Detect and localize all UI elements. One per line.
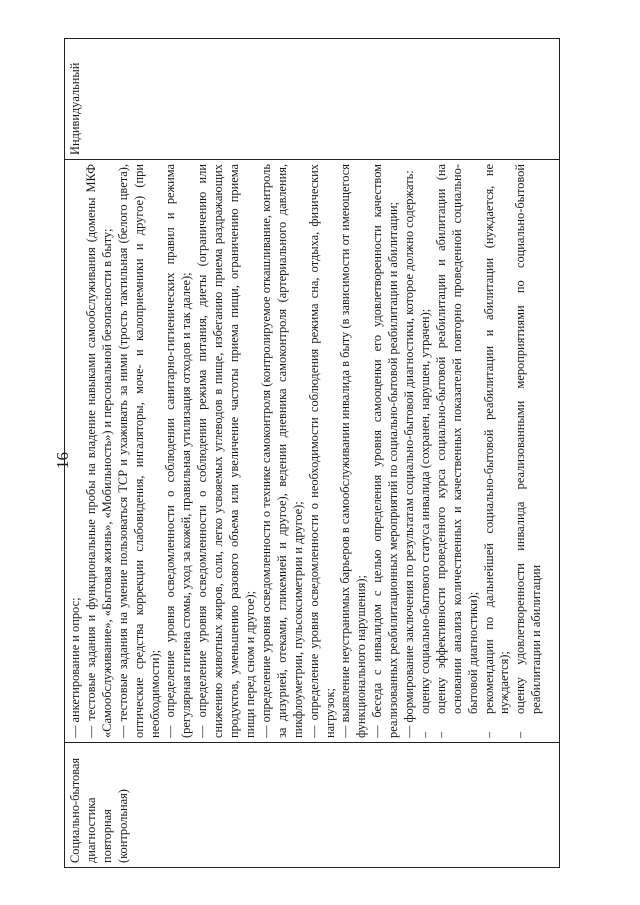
content-subitem: [482, 164, 514, 738]
service-name-line: повторная: [99, 809, 114, 863]
subitem-dash: –: [481, 731, 496, 738]
subitem-text: рекомендации по дальнейшей социально-бытовой реабилитации и абилитации (нуждается, не нуждается);: [481, 164, 512, 714]
service-name-cell: [65, 743, 560, 868]
subitem-dash: –: [433, 731, 448, 738]
subitem-dash: –: [513, 731, 528, 738]
service-name-line: (контрольная): [115, 789, 130, 863]
content-item: — определение уровня осведомленности о соблюдении санитарно-гигиенических правил и режима (регулярная гигиена стомы, уход за кожей, правильная утилизация отходов и так далее);: [163, 164, 194, 738]
service-name-line: диагностика: [83, 797, 98, 863]
services-table: [64, 38, 560, 868]
content-subitem: [434, 164, 482, 738]
service-name-line: Социально-бытовая: [68, 757, 82, 863]
content-item: — тестовые задания на умение пользоваться ТСР и ухаживать за ними (трость тактильная (белого цвета), оптические средства коррекции слабовидения, ингаляторы, мочe- и калоприемники и другое) (при необходимости);: [115, 164, 162, 738]
content-item: — определение уровня осведомленности о необходимости соблюдения режима сна, отдыха, физических нагрузок;: [306, 164, 337, 738]
service-form-cell: Индивидуальный: [65, 39, 560, 160]
content-item: — анкетирование и опрос;: [68, 597, 82, 738]
content-item: — формирование заключения по результатам социально-бытовой диагностики, которое должно содержать:: [402, 170, 417, 738]
content-item: — беседа с инвалидом с целью определения уровня самооценки его удовлетворенности качеством реализованных реабилитационных мероприятий по социально-бытовой реабилитации и абилитации;: [370, 164, 401, 738]
content-item: — определение уровня осведомленности о технике самоконтроля (контролируемое откашливание, контроль за дизурией, отеками, гликемией и другое), ведении дневника самоконтроля (артериального давления, пикфлоуметрии, пульсоксиметрии и другое);: [258, 164, 305, 738]
content-item: — тестовые задания и функциональные пробы на владение навыками самообслуживания (домены МКФ «Самообслуживание», «Бытовая жизнь», «Мобильность») и персональной безопасности в быту;: [83, 164, 114, 738]
service-content-cell: [65, 160, 560, 743]
content-item: — выявление неустранимых барьеров в самообслуживании инвалида в быту (в зависимости от имеющегося функционального нарушения);: [338, 164, 369, 738]
content-item: — определение уровня осведомленности о соблюдении режима питания, диеты (ограничению или снижению животных жиров, соли, легко усвояемых углеводов в пище, избеганию приема раздражающих продуктов, уменьшению разового объема или увеличение частоты приема пищи, ограничению приема пищи перед сном и другое);: [195, 164, 257, 738]
subitem-dash: –: [417, 731, 432, 738]
subitem-text: оценку социально-бытового статуса инвалида (сохранен, нарушен, утрачен);: [417, 308, 432, 714]
page-number: 16: [53, 452, 72, 469]
table-row: [65, 39, 560, 868]
subitem-text: оценку удовлетворенности инвалида реализованными мероприятиями по социально-бытовой реабилитации и абилитации: [513, 164, 544, 714]
rotated-page-content: [64, 38, 560, 868]
subitem-text: оценку эффективности проведенного курса социально-бытовой реабилитации и абилитации (на основании анализа количественных и качественных показателей повторно проведенной социально-бытовой диагностики);: [433, 164, 480, 714]
content-subitem: [418, 164, 434, 738]
content-subitem: [513, 164, 545, 738]
